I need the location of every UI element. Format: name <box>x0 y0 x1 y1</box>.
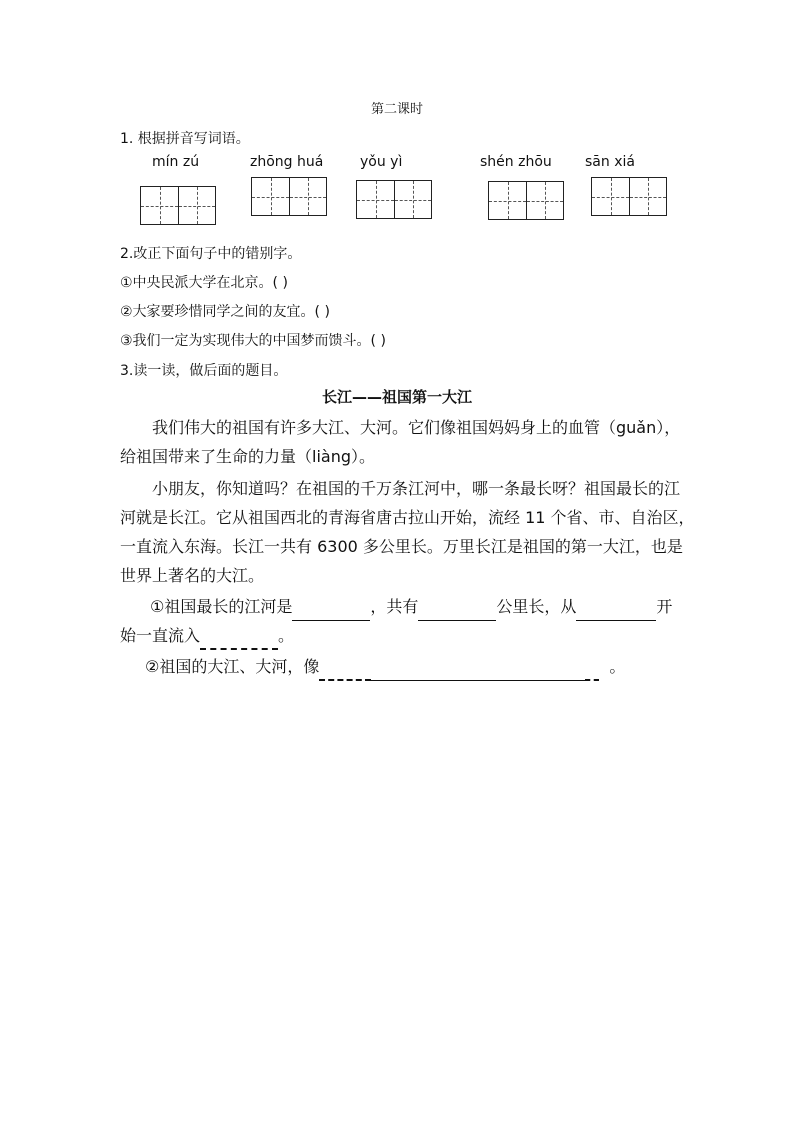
fill-1-text-d: 开 <box>656 597 673 616</box>
fill-1-text-b: ，共有 <box>370 597 419 616</box>
writing-grid-5[interactable] <box>591 177 667 216</box>
writing-cell[interactable] <box>489 182 526 219</box>
answer-blank-likeness-a[interactable] <box>319 663 371 681</box>
correction-sentence-1: ①中央民派大学在北京。( ) <box>120 275 288 291</box>
writing-cell[interactable] <box>141 187 178 224</box>
writing-cell[interactable] <box>289 178 326 215</box>
correction-sentence-3: ③我们一定为实现伟大的中国梦而馈斗。( ) <box>120 333 386 349</box>
correction-sentence-2: ②大家要珍惜同学之间的友宜。( ) <box>120 304 330 320</box>
writing-cell[interactable] <box>629 178 666 215</box>
writing-cell[interactable] <box>178 187 215 224</box>
fill-1-text-f: 。 <box>278 626 295 645</box>
paragraph-2-line-4: 世界上著名的大江。 <box>120 566 265 585</box>
fill-1-text-a: ①祖国最长的江河是 <box>150 597 293 616</box>
fill-1-text-e: 始一直流入 <box>120 626 201 645</box>
writing-cell[interactable] <box>357 181 394 218</box>
writing-cell[interactable] <box>526 182 563 219</box>
page-title: 第二课时 <box>370 102 423 117</box>
writing-grid-2[interactable] <box>251 177 327 216</box>
paragraph-1-line-1: 我们伟大的祖国有许多大江、大河。它们像祖国妈妈身上的血管（guǎn）， <box>152 418 681 437</box>
writing-cell[interactable] <box>252 178 289 215</box>
answer-blank-length[interactable] <box>418 604 496 621</box>
story-title: 长江——祖国第一大江 <box>321 388 472 406</box>
fill-1-text-c: 公里长，从 <box>496 597 577 616</box>
question-2-label: 2.改正下面句子中的错别字。 <box>120 246 302 262</box>
writing-grid-3[interactable] <box>356 180 432 219</box>
paragraph-1-line-2: 给祖国带来了生命的力量（liàng）。 <box>120 447 375 466</box>
answer-blank-likeness-b[interactable] <box>371 664 585 681</box>
writing-grid-4[interactable] <box>488 181 564 220</box>
pinyin-3: yǒu yì <box>360 154 403 170</box>
fill-2-text-a: ②祖国的大江、大河，像 <box>145 657 320 676</box>
pinyin-1: mín zú <box>152 154 200 170</box>
paragraph-2-line-2: 河就是长江。它从祖国西北的青海省唐古拉山开始，流经 11 个省、市、自治区， <box>120 508 695 527</box>
fill-question-2 <box>145 652 625 681</box>
writing-cell[interactable] <box>592 178 629 215</box>
pinyin-2: zhōng huá <box>250 154 324 170</box>
answer-blank-source[interactable] <box>576 604 656 621</box>
paragraph-2-line-3: 一直流入东海。长江一共有 6300 多公里长。万里长江是祖国的第一大江，也是 <box>120 537 683 556</box>
answer-blank-destination[interactable] <box>200 632 278 650</box>
answer-blank-likeness-c[interactable] <box>585 663 599 681</box>
pinyin-4: shén zhōu <box>480 154 552 170</box>
answer-blank-longest-river[interactable] <box>292 604 370 621</box>
question-1-label: 1. 根据拼音写词语。 <box>120 131 250 147</box>
question-3-label: 3.读一读，做后面的题目。 <box>120 363 288 379</box>
paragraph-2-line-1: 小朋友，你知道吗？在祖国的千万条江河中，哪一条最长呀？祖国最长的江 <box>152 479 681 498</box>
writing-cell[interactable] <box>394 181 431 218</box>
pinyin-5: sān xiá <box>585 154 635 170</box>
fill-question-1-line-1 <box>150 592 672 621</box>
fill-question-1-line-2 <box>120 621 294 650</box>
writing-grid-1[interactable] <box>140 186 216 225</box>
fill-2-text-b: 。 <box>609 657 626 676</box>
